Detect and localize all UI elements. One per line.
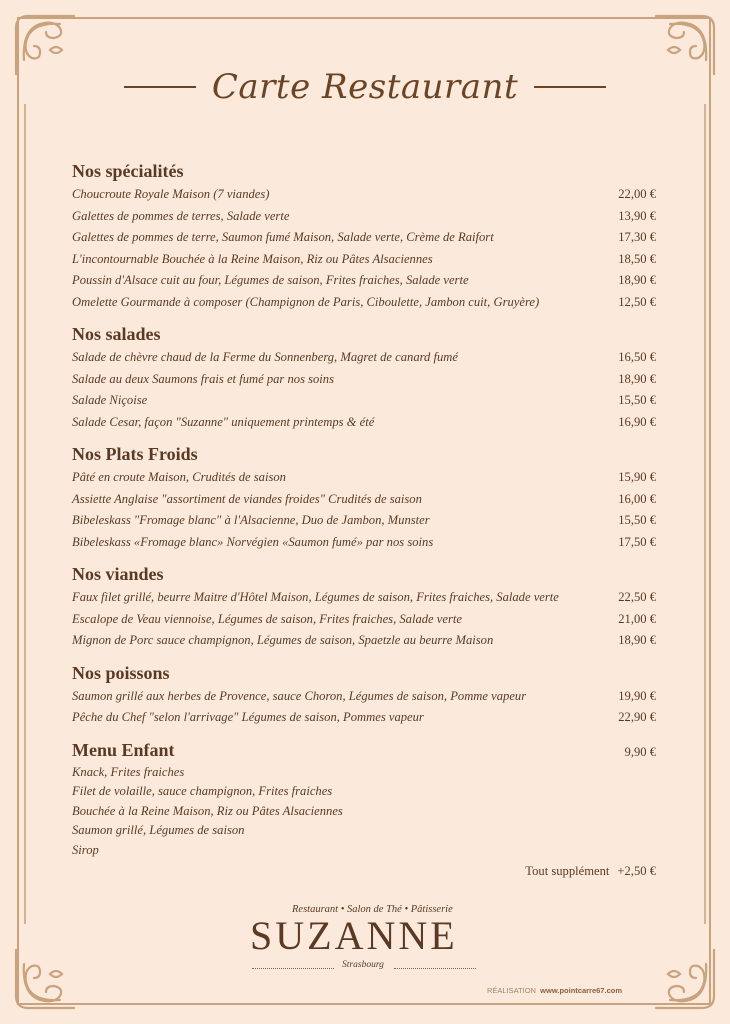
section-title: Nos viandes: [72, 564, 164, 584]
title-block: [0, 62, 730, 112]
section-title: Nos poissons: [72, 662, 170, 683]
item-price: 19,90 €: [618, 688, 656, 703]
item-name: Salade Niçoise: [72, 393, 148, 407]
item-name: Bibeleskass «Fromage blanc» Norvégien «Saumon fumé» par nos soins: [72, 534, 434, 549]
item-price: 18,90 €: [618, 633, 656, 647]
logo-city: Strasbourg: [342, 960, 384, 970]
item-name: Salade au deux Saumons frais et fumé par nos soins: [72, 371, 335, 386]
item-price: 16,00 €: [618, 491, 656, 506]
section-title: Nos Plats Froids: [72, 444, 198, 464]
logo-tagline: Restaurant • Salon de Thé • Pâtisserie: [292, 904, 453, 915]
menu-item: [72, 510, 656, 532]
menu-item: [72, 369, 656, 391]
item-name: Choucroute Royale Maison (7 viandes): [72, 187, 270, 201]
item-price: 21,00 €: [618, 611, 656, 626]
supplement-price: +2,50 €: [617, 864, 656, 878]
page-title: Carte Restaurant: [211, 67, 519, 107]
menu-item: [72, 707, 656, 729]
item-name: Saumon grillé aux herbes de Provence, sauce Choron, Légumes de saison, Pomme vapeur: [72, 688, 527, 703]
kids-menu-price: 9,90 €: [624, 744, 656, 759]
credit-label: RÉALISATION: [486, 986, 536, 995]
section-title: Nos spécialités: [72, 161, 184, 181]
design-credit: [487, 986, 622, 995]
menu-content: [72, 158, 656, 887]
logo-dots-right: [394, 968, 476, 969]
section-header: [72, 737, 656, 763]
item-name: Salade Cesar, façon "Suzanne" uniquement printemps & été: [72, 414, 375, 429]
section-specialites: [72, 158, 656, 313]
item-price: 17,50 €: [618, 534, 656, 549]
menu-item: [72, 412, 656, 434]
item-name: Faux filet grillé, beurre Maitre d'Hôtel Maison, Légumes de saison, Frites fraiches, Salade verte: [72, 590, 559, 604]
supplement-label: Tout supplément: [525, 864, 610, 878]
logo-name: SUZANNE: [250, 913, 458, 958]
section-poissons: [72, 660, 656, 729]
kids-menu-item: Knack, Frites fraiches: [72, 764, 185, 779]
menu-item: [72, 347, 656, 369]
item-name: Assiette Anglaise "assortiment de viandes froides" Crudités de saison: [72, 491, 422, 506]
section-menu-enfant: [72, 737, 656, 880]
title-rule-left: [124, 86, 196, 88]
credit-site[interactable]: www.pointcarre67.com: [540, 986, 622, 995]
menu-item: [72, 249, 656, 271]
item-price: 22,50 €: [618, 590, 656, 604]
item-price: 18,50 €: [618, 251, 656, 266]
item-name: Salade de chèvre chaud de la Ferme du Sonnenberg, Magret de canard fumé: [72, 350, 458, 364]
item-price: 18,90 €: [618, 273, 656, 287]
item-name: Pêche du Chef "selon l'arrivage" Légumes de saison, Pommes vapeur: [72, 710, 424, 724]
item-name: Galettes de pommes de terre, Saumon fumé Maison, Salade verte, Crème de Raifort: [72, 230, 494, 244]
item-price: 18,90 €: [618, 371, 656, 386]
menu-item: [72, 532, 656, 554]
suzanne-logo: [248, 900, 488, 976]
section-viandes: [72, 561, 656, 652]
menu-item: [72, 630, 656, 652]
menu-item: [72, 609, 656, 631]
section-plats-froids: [72, 441, 656, 553]
item-name: L'incontournable Bouchée à la Reine Maison, Riz ou Pâtes Alsaciennes: [72, 251, 433, 266]
menu-item: [72, 587, 656, 609]
kids-menu-item: Filet de volaille, sauce champignon, Frites fraiches: [72, 784, 333, 798]
menu-item: [72, 390, 656, 412]
item-price: 12,50 €: [618, 294, 656, 309]
menu-item: [72, 270, 656, 292]
menu-item: [72, 227, 656, 249]
kids-menu-item: Sirop: [72, 842, 99, 857]
item-name: Galettes de pommes de terres, Salade verte: [72, 208, 290, 223]
item-name: Mignon de Porc sauce champignon, Légumes de saison, Spaetzle au beurre Maison: [72, 633, 494, 647]
menu-item: [72, 292, 656, 314]
item-name: Bibeleskass "Fromage blanc" à l'Alsacienne, Duo de Jambon, Munster: [72, 513, 430, 527]
supplement-note: [72, 864, 656, 879]
item-price: 16,90 €: [618, 414, 656, 429]
item-price: 15,90 €: [618, 470, 656, 484]
item-name: Pâté en croute Maison, Crudités de saison: [72, 470, 286, 484]
item-price: 22,00 €: [618, 187, 656, 201]
title-rule-right: [534, 86, 606, 88]
menu-item: [72, 206, 656, 228]
corner-ornament-icon: [650, 944, 720, 1014]
menu-item: [72, 489, 656, 511]
section-salades: [72, 321, 656, 433]
item-price: 16,50 €: [618, 350, 656, 364]
item-price: 17,30 €: [618, 230, 656, 244]
item-name: Poussin d'Alsace cuit au four, Légumes de saison, Frites fraiches, Salade verte: [72, 273, 469, 287]
item-price: 22,90 €: [618, 710, 656, 724]
kids-menu-item: Bouchée à la Reine Maison, Riz ou Pâtes Alsaciennes: [72, 803, 343, 818]
menu-item: [72, 686, 656, 708]
item-price: 13,90 €: [618, 208, 656, 223]
section-title: Menu Enfant: [72, 739, 175, 760]
menu-item: [72, 184, 656, 206]
item-price: 15,50 €: [618, 513, 656, 527]
item-name: Escalope de Veau viennoise, Légumes de saison, Frites fraiches, Salade verte: [72, 611, 462, 626]
corner-ornament-icon: [10, 944, 80, 1014]
kids-menu-item: Saumon grillé, Légumes de saison: [72, 823, 245, 837]
item-name: Omelette Gourmande à composer (Champignon de Paris, Ciboulette, Jambon cuit, Gruyère): [72, 294, 540, 309]
item-price: 15,50 €: [618, 393, 656, 407]
menu-item: [72, 467, 656, 489]
section-title: Nos salades: [72, 324, 161, 344]
